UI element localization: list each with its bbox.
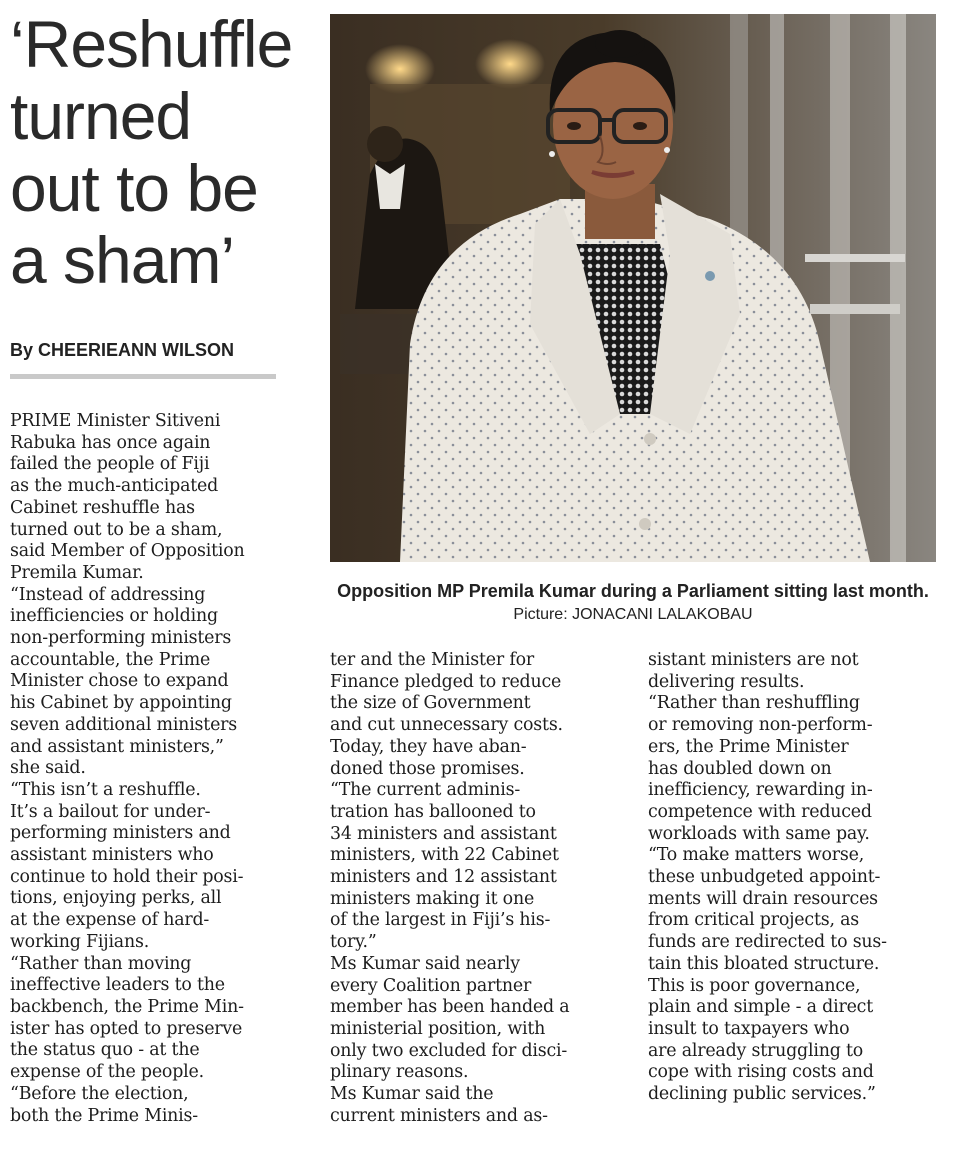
headline-line: out to be (10, 151, 258, 225)
paragraph: Ms Kumar said nearly every Coalition partner member has been handed a ministerial position, with only two excluded for disci- plinary reasons. (330, 953, 570, 1083)
paragraph: sistant ministers are not delivering results. (648, 650, 859, 692)
paragraph: “Rather than reshuffling or removing non-perform- ers, the Prime Minister has doubled down on inefficiency, rewarding in- competence with reduced workloads with same pay. (648, 693, 873, 844)
photo-credit: Picture: JONACANI LALAKOBAU (513, 606, 753, 623)
headline (10, 8, 320, 296)
byline-divider (10, 374, 276, 379)
paragraph: “The current adminis- tration has ballooned to 34 ministers and assistant ministers, with 22 Cabinet ministers and 12 assistant ministers making it one of the largest in Fiji’s his- tory.” (330, 780, 559, 953)
byline: By CHEERIEANN WILSON (10, 340, 235, 360)
article-photo (330, 14, 936, 562)
paragraph: “This isn’t a reshuffle. It’s a bailout for under- performing ministers and assistant ministers who continue to hold their posi- tions, enjoying perks, all at the expense of hard- working Fijians. (10, 779, 244, 952)
paragraph: PRIME Minister Sitiveni Rabuka has once again failed the people of Fiji as the much-anticipated Cabinet reshuffle has turned out to be a sham, said Member of Opposition Premila Kumar. (10, 411, 245, 583)
paragraph: “Instead of addressing inefficiencies or holding non-performing ministers accountable, the Prime Minister chose to expand his Cabinet by appointing seven additional ministers and assistant ministers,” she said. (10, 584, 237, 779)
caption-text: Opposition MP Premila Kumar during a Parliament sitting last month. (337, 581, 929, 601)
paragraph: “Before the election, both the Prime Minis- (10, 1083, 198, 1126)
headline-line: ‘Reshuffle (10, 7, 293, 81)
headline-line: turned (10, 79, 192, 153)
paragraph: “Rather than moving ineffective leaders to the backbench, the Prime Min- ister has opted to preserve the status quo - at the expense of the people. (10, 953, 244, 1083)
paragraph: “To make matters worse, these unbudgeted appoint- ments will drain resources from critical projects, as funds are redirected to sus- tain this bloated structure. This is poor governance, plain and simple - a direct insult to taxpayers who are already struggling to cope with rising costs and declining public services.” (648, 845, 887, 1105)
headline-line: a sham’ (10, 223, 235, 297)
photo-illustration (330, 14, 936, 562)
photo-caption (330, 580, 936, 626)
article-column-1 (10, 411, 310, 1127)
paragraph: Ms Kumar said the current ministers and as- (330, 1084, 548, 1126)
article-column-2 (330, 650, 630, 1127)
article-column-3 (648, 650, 948, 1106)
paragraph: ter and the Minister for Finance pledged to reduce the size of Government and cut unnecessary costs. Today, they have aban- doned those promises. (330, 650, 563, 779)
